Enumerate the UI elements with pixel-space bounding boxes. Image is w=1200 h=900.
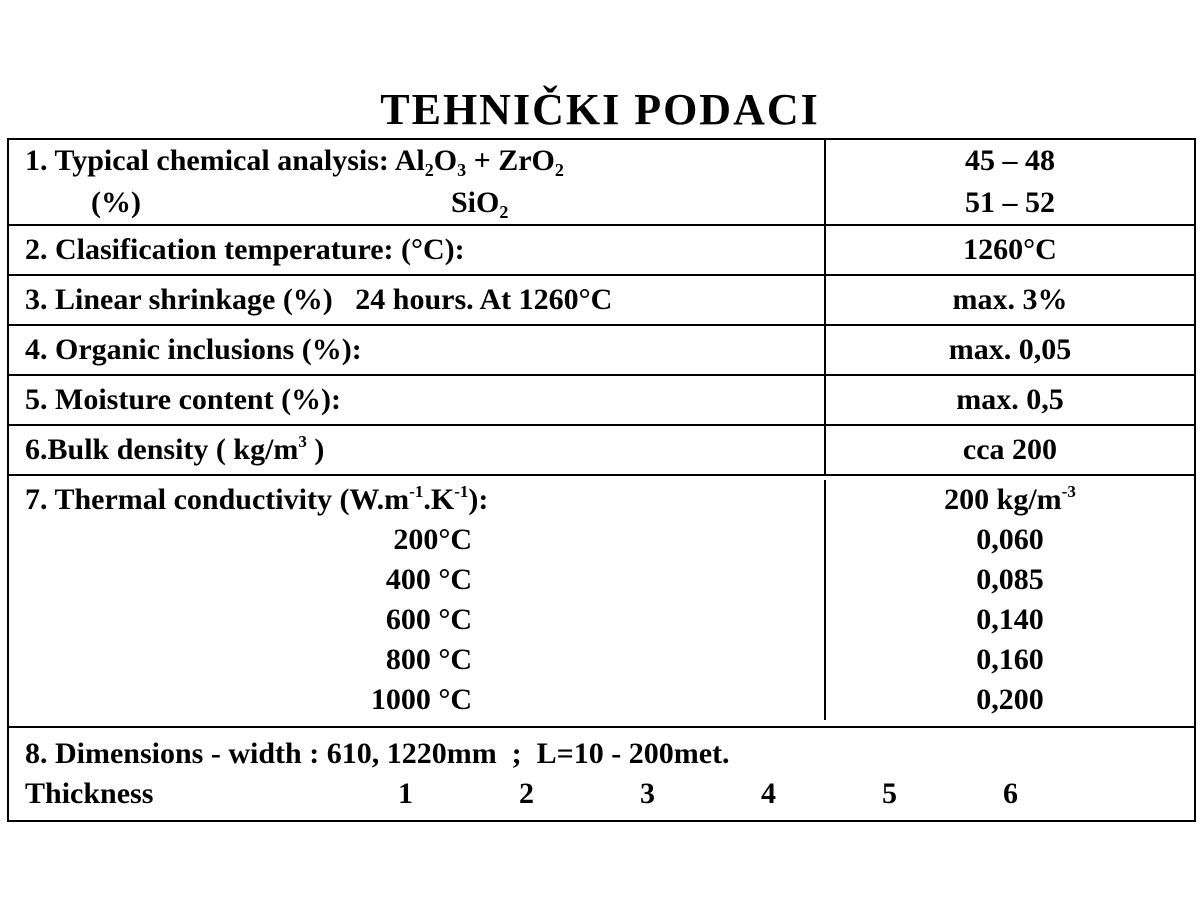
table-row-bulk-density [9,426,1194,476]
thermal-label-end: ): [468,483,489,516]
thermal-value-cell [826,480,1194,720]
shrinkage-value: max. 3% [952,283,1068,316]
dimensions-label: 8. Dimensions - width : 610, 1220mm ; L=10 - 200met. [25,737,730,770]
thermal-value: 0,085 [976,563,1044,596]
thermal-label-k: .K [423,483,455,516]
thermal-temp: 400 °C [385,563,472,596]
formula-o: O [433,144,458,177]
thermal-value: 0,160 [976,643,1044,676]
thickness-value: 2 [519,777,534,810]
thermal-header-sup: -3 [1061,482,1076,501]
thickness-value: 4 [761,777,776,810]
dimensions-cell [9,728,1194,820]
thermal-temp: 200°C [393,523,472,556]
organic-label: 4. Organic inclusions (%): [9,326,826,374]
table-row-moisture [9,376,1194,426]
bulk-density-close: ) [306,433,325,466]
chemical-analysis-label: 1. Typical chemical analysis: [25,144,395,177]
bulk-density-label: 6.Bulk density ( kg/m [25,433,299,466]
moisture-value: max. 0,5 [956,383,1064,416]
table-row-chemical-analysis [9,140,1194,226]
formula-si-sub: 2 [499,202,509,222]
thickness-value: 5 [882,777,897,810]
formula-zr-sub: 2 [554,160,564,180]
bulk-density-label-cell [9,426,826,474]
formula-si: SiO [451,186,500,219]
thermal-temp: 1000 °C [370,683,472,716]
chemical-analysis-label-cell [9,140,826,224]
thermal-temp: 800 °C [385,643,472,676]
shrinkage-label: 3. Linear shrinkage (%) 24 hours. At 1260°C [9,276,826,324]
formula-al-sub: 2 [424,160,434,180]
thermal-value: 0,140 [976,603,1044,636]
formula-zr: + ZrO [466,144,555,177]
page-title: TEHNIČKI PODACI [380,85,820,134]
classification-label: 2. Clasification temperature: (°C): [9,226,826,274]
thermal-sup-1: -1 [409,482,424,501]
chemical-value-2: 51 – 52 [965,186,1055,219]
bulk-density-sup: 3 [298,432,307,451]
table-row-classification [9,226,1194,276]
thickness-value: 1 [398,777,413,810]
thickness-value: 6 [1003,777,1018,810]
thermal-sup-2: -1 [454,482,469,501]
classification-value: 1260°C [963,233,1057,266]
thermal-value: 0,060 [976,523,1044,556]
table-row-shrinkage [9,276,1194,326]
percent-label: (%) [91,186,141,219]
table-row-thermal [9,476,1194,728]
thermal-label: 7. Thermal conductivity (W.m [25,483,410,516]
organic-value: max. 0,05 [948,333,1072,366]
thickness-label: Thickness [25,777,154,810]
formula-o-sub: 3 [457,160,467,180]
chemical-value-1: 45 – 48 [965,144,1055,177]
thickness-value: 3 [640,777,655,810]
chemical-analysis-value-cell [826,140,1194,224]
thermal-header-value: 200 kg/m [944,483,1062,516]
thermal-value: 0,200 [976,683,1044,716]
bulk-density-value: cca 200 [962,433,1058,466]
thickness-row [25,774,1194,814]
thermal-temp: 600 °C [385,603,472,636]
technical-data-table [7,138,1196,822]
formula-al: Al [394,144,425,177]
table-row-dimensions [9,728,1194,822]
moisture-label: 5. Moisture content (%): [9,376,826,424]
thermal-label-cell [9,480,826,720]
table-row-organic [9,326,1194,376]
